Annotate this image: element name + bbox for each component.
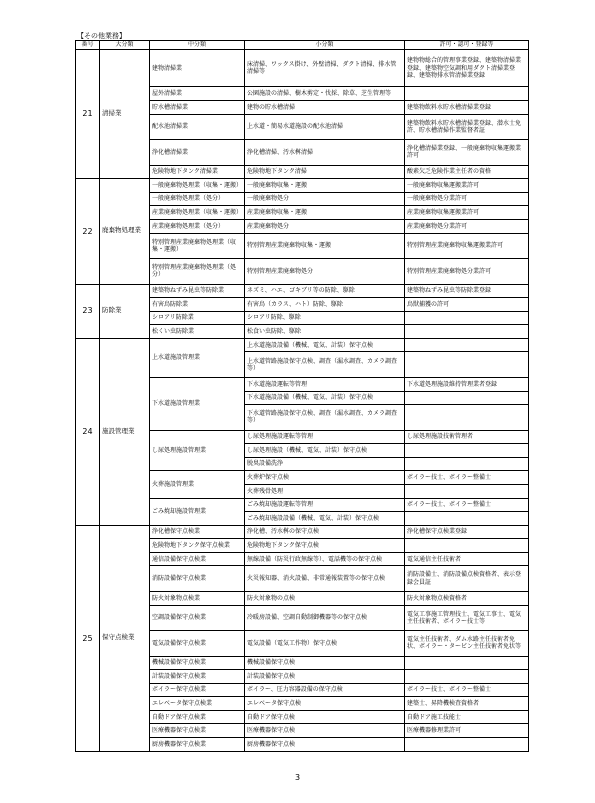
permit-cell — [405, 325, 529, 339]
minor-category-cell: 防火対象物の点検 — [245, 591, 405, 605]
middle-category-cell: 計装設備保守点検業 — [150, 670, 245, 684]
middle-category-cell: 空調設備保守点検業 — [150, 605, 245, 631]
permit-cell: 浄化槽清掃業登録、一般廃棄物収集運搬業許可 — [405, 140, 529, 166]
table-row — [76, 338, 529, 352]
minor-category-cell: ボイラー、圧力容器設備の保守点検 — [245, 683, 405, 697]
minor-category-cell: エレベータ保守点検 — [245, 697, 405, 711]
group-number: 23 — [76, 284, 100, 338]
table-body — [76, 50, 529, 752]
group-major-category: 施設管理業 — [100, 338, 150, 525]
middle-category-cell: 機械設備保守点検業 — [150, 656, 245, 670]
permit-cell — [405, 670, 529, 684]
page-number: 3 — [294, 773, 301, 782]
permit-cell — [405, 338, 529, 352]
table-row — [76, 525, 529, 539]
group-major-category: 廃棄物処理業 — [100, 179, 150, 284]
middle-category-cell: 建物清掃業 — [150, 50, 245, 87]
minor-category-cell: 上水道管路施設保守点検、調査（漏水調査、カメラ調査等） — [245, 352, 405, 378]
middle-category-cell: 火葬施設管理業 — [150, 471, 245, 498]
minor-category-cell: 建物の貯水槽清掃 — [245, 101, 405, 115]
minor-category-cell: 上水道施設設備（機械、電気、計装）保守点検 — [245, 338, 405, 352]
middle-category-cell: 屋外清掃業 — [150, 87, 245, 101]
middle-category-cell: 産業廃棄物処理業（収集・運搬） — [150, 206, 245, 220]
minor-category-cell: 脱臭設備洗浄 — [245, 457, 405, 471]
minor-category-cell: 下水道施設設備（機械、電気、計装）保守点検 — [245, 391, 405, 405]
minor-category-cell: 松食い虫防除、駆除 — [245, 325, 405, 339]
middle-category-cell: 電気設備保守点検業 — [150, 631, 245, 657]
middle-category-cell: 自動ドア保守点検業 — [150, 710, 245, 724]
middle-category-cell: シロアリ防除業 — [150, 311, 245, 325]
permit-cell — [405, 484, 529, 498]
header-middle-category: 中分類 — [150, 41, 245, 50]
middle-category-cell: 特別管理産業廃棄物処理業（収集・運搬） — [150, 233, 245, 259]
permit-cell: 電気工事施工管理技士、電気工事士、電気主任技術者、ボイラー技士等 — [405, 605, 529, 631]
permit-cell: 建築物飲料水貯水槽清掃業登録、潜水士免許、貯水槽清掃作業監督者証 — [405, 114, 529, 140]
permit-cell — [405, 512, 529, 526]
permit-cell: ボイラー技士、ボイラー整備士 — [405, 471, 529, 485]
permit-cell — [405, 311, 529, 325]
minor-category-cell: 自動ドア保守点検 — [245, 710, 405, 724]
minor-category-cell: し尿処理施設（機械、電気、計装）保守点検 — [245, 444, 405, 458]
minor-category-cell: 下水道施設運転等管理 — [245, 377, 405, 391]
group-number: 21 — [76, 50, 100, 179]
middle-category-cell: 有害鳥防除業 — [150, 298, 245, 312]
middle-category-cell: 一般廃棄物処理業（処分） — [150, 192, 245, 206]
business-category-table — [75, 40, 529, 752]
middle-category-cell: 厨房機器保守点検業 — [150, 738, 245, 752]
middle-category-cell: 通信設備保守点検業 — [150, 552, 245, 566]
middle-category-cell: 特別管理産業廃棄物処理業（処分） — [150, 259, 245, 285]
permit-cell: 医療機器修理業許可 — [405, 724, 529, 738]
minor-category-cell: 火葬炉保守点検 — [245, 471, 405, 485]
middle-category-cell: 貯水槽清掃業 — [150, 101, 245, 115]
minor-category-cell: ごみ焼却施設設備（機械、電気、計装）保守点検 — [245, 512, 405, 526]
permit-cell: 特別管理産業廃棄物処分業許可 — [405, 259, 529, 285]
header-minor-category: 小分類 — [245, 41, 405, 50]
group-major-category: 保守点検業 — [100, 525, 150, 751]
minor-category-cell: 特別管理産業廃棄物処分 — [245, 259, 405, 285]
permit-cell: ボイラー技士、ボイラー整備士 — [405, 498, 529, 512]
minor-category-cell: 火災報知器、消火設備、非常通報装置等の保守点検 — [245, 566, 405, 592]
minor-category-cell: 一般廃棄物収集・運搬 — [245, 179, 405, 193]
permit-cell: 自動ドア施工技能士 — [405, 710, 529, 724]
middle-category-cell: ごみ焼却施設管理業 — [150, 498, 245, 525]
header-permits: 許可・認可・登録等 — [405, 41, 529, 50]
group-major-category: 清掃業 — [100, 50, 150, 179]
minor-category-cell: 厨房機器保守点検 — [245, 738, 405, 752]
minor-category-cell: ネズミ、ハエ、ゴキブリ等の防除、駆除 — [245, 284, 405, 298]
permit-cell: 産業廃棄物処分業許可 — [405, 219, 529, 233]
middle-category-cell: 危険物地下タンク清掃業 — [150, 165, 245, 179]
minor-category-cell: 危険物地下タンク清掃 — [245, 165, 405, 179]
group-number: 24 — [76, 338, 100, 525]
header-number: 番号 — [76, 41, 100, 50]
permit-cell: 一般廃棄物収集運搬業許可 — [405, 179, 529, 193]
permit-cell: 建物物総合的管理事業登録、建築物清掃業登録、建築物空気調和用ダクト清掃業登録、建築物排水管清掃業登録 — [405, 50, 529, 87]
minor-category-cell: し尿処理施設運転等管理 — [245, 430, 405, 444]
permit-cell: 鳥獣捕獲の許可 — [405, 298, 529, 312]
minor-category-cell: 計装設備保守点検 — [245, 670, 405, 684]
permit-cell: ボイラー技士、ボイラー整備士 — [405, 683, 529, 697]
middle-category-cell: 消防設備保守点検業 — [150, 566, 245, 592]
minor-category-cell: 危険物地下タンク保守点検 — [245, 539, 405, 553]
permit-cell: 浄化槽保守点検業登録 — [405, 525, 529, 539]
group-number: 25 — [76, 525, 100, 751]
minor-category-cell: 下水道管路施設保守点検、調査（漏水調査、カメラ調査等） — [245, 405, 405, 431]
middle-category-cell: 建築物ねずみ昆虫等防除業 — [150, 284, 245, 298]
permit-cell — [405, 352, 529, 378]
permit-cell — [405, 87, 529, 101]
minor-category-cell: 床清掃、ワックス掛け、外壁清掃、ダクト清掃、排水管清掃等 — [245, 50, 405, 87]
permit-cell: 建築物飲料水貯水槽清掃業登録 — [405, 101, 529, 115]
minor-category-cell: 浄化槽、汚水桝の保守点検 — [245, 525, 405, 539]
minor-category-cell: 無線設備（防災行政無線等）、電話機等の保守点検 — [245, 552, 405, 566]
table-row — [76, 50, 529, 87]
permit-cell — [405, 656, 529, 670]
middle-category-cell: ボイラー保守点検業 — [150, 683, 245, 697]
middle-category-cell: 浄化槽清掃業 — [150, 140, 245, 166]
permit-cell: 産業廃棄物収集運搬業許可 — [405, 206, 529, 220]
minor-category-cell: 医療機器保守点検 — [245, 724, 405, 738]
permit-cell: 電気通信主任技術者 — [405, 552, 529, 566]
header-major-category: 大分類 — [100, 41, 150, 50]
minor-category-cell: 有害鳥（カラス、ハト）防除、駆除 — [245, 298, 405, 312]
middle-category-cell: エレベータ保守点検業 — [150, 697, 245, 711]
permit-cell: 特別管理産業廃棄物収集運搬業許可 — [405, 233, 529, 259]
middle-category-cell: 上水道施設管理業 — [150, 338, 245, 377]
table-row — [76, 179, 529, 193]
minor-category-cell: 公園施設の清掃、樹木剪定・伐採、除草、芝生管理等 — [245, 87, 405, 101]
minor-category-cell: 冷暖房設備、空調自動制御機器等の保守点検 — [245, 605, 405, 631]
middle-category-cell: 下水道施設管理業 — [150, 377, 245, 430]
minor-category-cell: 機械設備保守点検 — [245, 656, 405, 670]
permit-cell: 建築物ねずみ昆虫等防除業登録 — [405, 284, 529, 298]
permit-cell: 下水道処理施設維持管理業者登録 — [405, 377, 529, 391]
permit-cell — [405, 391, 529, 405]
middle-category-cell: 防火対象物点検業 — [150, 591, 245, 605]
permit-cell — [405, 738, 529, 752]
permit-cell: 電気主任技術者、ダム水路主任技術者免状、ボイラー・タービン主任技術者免状等 — [405, 631, 529, 657]
permit-cell — [405, 457, 529, 471]
table-header-row — [76, 41, 529, 50]
permit-cell: 酸素欠乏危険作業主任者の資格 — [405, 165, 529, 179]
minor-category-cell: 火葬残骨処理 — [245, 484, 405, 498]
middle-category-cell: 一般廃棄物処理業（収集・運搬） — [150, 179, 245, 193]
middle-category-cell: 浄化槽保守点検業 — [150, 525, 245, 539]
permit-cell: 建築士、昇降機検査資格者 — [405, 697, 529, 711]
minor-category-cell: 産業廃棄物処分 — [245, 219, 405, 233]
middle-category-cell: し尿処理施設管理業 — [150, 430, 245, 471]
permit-cell: 消防設備士、消防設備点検資格者、表示登録会員証 — [405, 566, 529, 592]
minor-category-cell: 産業廃棄物収集・運搬 — [245, 206, 405, 220]
minor-category-cell: 浄化槽清掃、汚水桝清掃 — [245, 140, 405, 166]
permit-cell — [405, 444, 529, 458]
permit-cell — [405, 405, 529, 431]
group-number: 22 — [76, 179, 100, 284]
middle-category-cell: 配水池清掃業 — [150, 114, 245, 140]
middle-category-cell: 危険物地下タンク保守点検業 — [150, 539, 245, 553]
section-heading: 【その他業務】 — [77, 32, 126, 40]
permit-cell — [405, 539, 529, 553]
middle-category-cell: 産業廃棄物処理業（処分） — [150, 219, 245, 233]
minor-category-cell: 電気設備（電気工作物）保守点検 — [245, 631, 405, 657]
middle-category-cell: 松くい虫防除業 — [150, 325, 245, 339]
permit-cell: し尿処理施設技術管理者 — [405, 430, 529, 444]
permit-cell: 防火対象物点検資格者 — [405, 591, 529, 605]
minor-category-cell: ごみ焼却施設運転等管理 — [245, 498, 405, 512]
middle-category-cell: 医療機器保守点検業 — [150, 724, 245, 738]
group-major-category: 防除業 — [100, 284, 150, 338]
minor-category-cell: 一般廃棄物処分 — [245, 192, 405, 206]
permit-cell: 一般廃棄物処分業許可 — [405, 192, 529, 206]
minor-category-cell: シロアリ防除、駆除 — [245, 311, 405, 325]
table-row — [76, 284, 529, 298]
minor-category-cell: 特別管理産業廃棄物収集・運搬 — [245, 233, 405, 259]
minor-category-cell: 上水道・簡易水道施設の配水池清掃 — [245, 114, 405, 140]
